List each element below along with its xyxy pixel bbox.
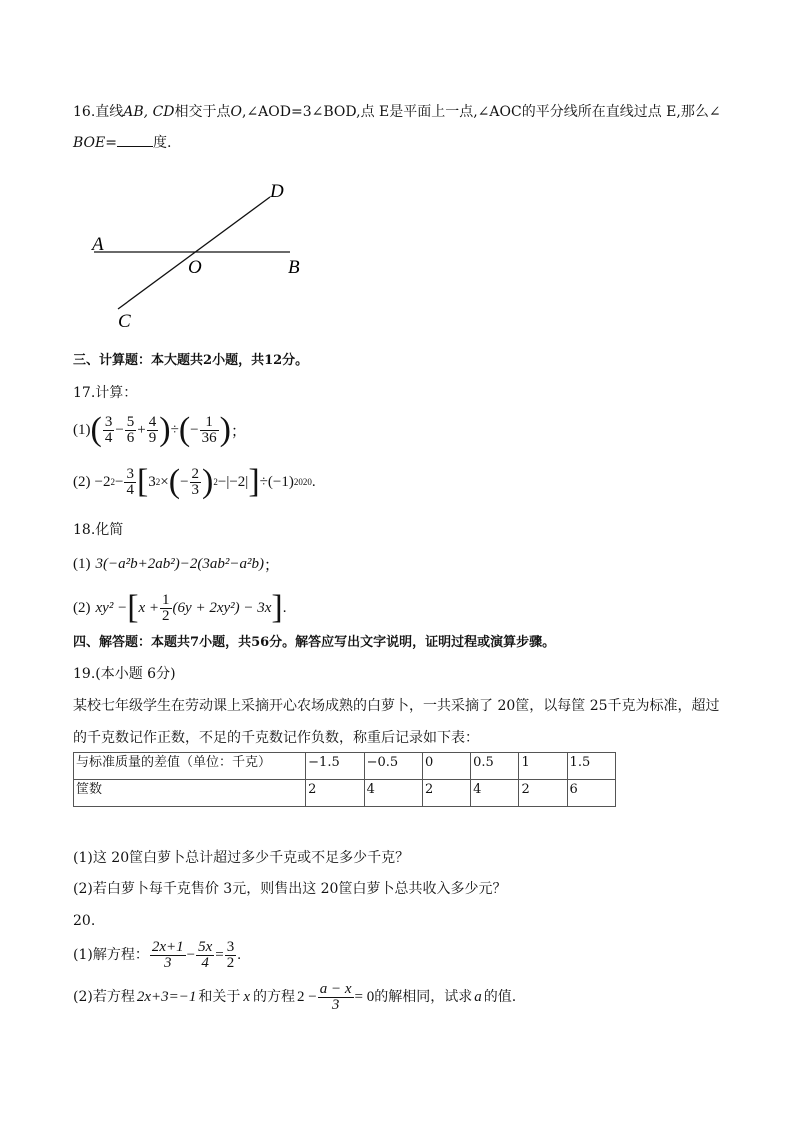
- part-label: (1)解方程：: [73, 947, 149, 963]
- section4-text-post: 分。解答应写出文字说明，证明过程或演算步骤。: [269, 635, 556, 650]
- operator: ×: [160, 473, 169, 490]
- exponent: 2: [155, 477, 161, 487]
- fraction: [196, 940, 214, 971]
- section4-count: 7: [190, 635, 200, 650]
- numerator: 1: [200, 415, 219, 431]
- equation: [149, 940, 241, 971]
- variable: x: [243, 989, 251, 1005]
- operator: −|: [217, 473, 230, 490]
- q17-part2: [73, 456, 316, 508]
- table-cell: 4: [471, 780, 519, 807]
- label-c: C: [118, 311, 131, 332]
- q16-line1: [73, 103, 721, 121]
- table-cell: −1.5: [306, 753, 364, 780]
- section4-score: 56: [251, 635, 270, 650]
- fraction: [150, 940, 186, 971]
- expression: (6y + 2xy²) − 3x: [172, 599, 272, 616]
- section3-text-mid: 小题，共: [212, 353, 265, 368]
- numerator: 2: [191, 465, 200, 482]
- bracket-open: [: [136, 463, 149, 500]
- fraction: [124, 467, 136, 498]
- table-cell: −0.5: [364, 753, 422, 780]
- q19-para1: 某校七年级学生在劳动课上采摘开心农场成熟的白萝卜，一共采摘了 20筐，以每筐 25千克为标准，超过: [73, 698, 720, 714]
- table-header-cell: 与标准质量的差值（单位：千克）: [74, 753, 306, 780]
- q16-figure: [80, 175, 320, 335]
- fraction: [318, 982, 354, 1013]
- table-row: [74, 780, 616, 807]
- q18-part1: [73, 552, 279, 576]
- denominator: 36: [201, 429, 217, 446]
- denominator: 3: [191, 481, 200, 498]
- q19-para2: 的千克数记作正数，不足的千克数记作负数，称重后记录如下表：: [73, 730, 479, 746]
- q16-text: 16.直线: [73, 104, 124, 120]
- text: 和关于: [198, 989, 241, 1005]
- label-b: B: [288, 257, 300, 278]
- table-header-cell: 筐数: [74, 780, 306, 807]
- q17-part1: [73, 406, 246, 454]
- equation: 2x+3=−1: [136, 989, 197, 1005]
- denominator: 3: [331, 996, 340, 1013]
- table-cell: 1: [519, 753, 567, 780]
- label-d: D: [270, 181, 284, 202]
- punctuation: .: [311, 473, 316, 490]
- exponent: 2: [213, 477, 218, 487]
- variable: a: [474, 989, 482, 1005]
- q20-title: 20.: [73, 913, 96, 929]
- numerator: 4: [148, 413, 157, 430]
- denominator: 2: [226, 954, 235, 971]
- denominator: 6: [126, 429, 135, 446]
- answer-blank[interactable]: [117, 134, 153, 147]
- paren-close: ): [219, 411, 231, 448]
- q19-sub1: (1)这 20筐白萝卜总计超过多少千克或不足多少千克？: [73, 850, 410, 866]
- section3-text-post: 分。: [282, 353, 309, 368]
- section3-heading: [73, 352, 308, 370]
- table-cell: 4: [364, 780, 422, 807]
- line-cd: [118, 197, 270, 309]
- q18-part2: [73, 586, 287, 630]
- punctuation: .: [237, 947, 241, 963]
- table-cell: 0: [423, 753, 471, 780]
- operator: |: [245, 473, 249, 490]
- denominator: 4: [104, 429, 113, 446]
- section4-text-mid: 小题，共: [199, 635, 252, 650]
- bracket-close: ]: [248, 463, 260, 500]
- fraction: [103, 415, 115, 446]
- section4-heading: [73, 634, 555, 652]
- q19-sub2: (2)若白萝卜每千克售价 3元，则售出这 20筐白萝卜总共收入多少元？: [73, 881, 507, 897]
- numerator: 3: [226, 938, 235, 955]
- part-label: (2): [73, 599, 91, 616]
- section3-count: 2: [203, 353, 213, 368]
- q20-part1: [73, 934, 241, 976]
- operator: −: [114, 473, 124, 490]
- expression: 3(−a²b+2ab²)−2(3ab²−a²b): [95, 555, 264, 572]
- text: (2)若方程: [73, 989, 135, 1005]
- q16-unit: 度.: [152, 135, 172, 151]
- part-label: (2): [73, 473, 91, 490]
- q17-title: 17.计算：: [73, 385, 138, 401]
- q19-title: 19.(本小题 6分): [73, 666, 176, 682]
- denominator: 9: [148, 429, 157, 446]
- numerator: 2x+1: [151, 938, 184, 955]
- q18-title: 18.化简: [73, 522, 124, 538]
- q16-lines: AB, CD: [123, 104, 175, 120]
- text: 的方程: [253, 989, 296, 1005]
- denominator: 4: [201, 954, 209, 971]
- denominator: 3: [163, 954, 172, 971]
- expression: = 0: [354, 989, 375, 1005]
- fraction: [147, 415, 159, 446]
- q16-point-o: O: [230, 104, 242, 120]
- fraction: [225, 940, 237, 971]
- exponent: 2020: [293, 477, 312, 487]
- denominator: 2: [162, 607, 170, 624]
- punctuation: .: [282, 599, 287, 616]
- exponent: 2: [110, 477, 115, 487]
- table-row: [74, 753, 616, 780]
- expression: 2 −: [297, 989, 317, 1005]
- part-label: (1): [73, 421, 91, 438]
- operator: ÷(−1): [259, 473, 294, 490]
- part-label: (1): [73, 555, 91, 572]
- operator: −2: [94, 473, 111, 490]
- paren-close: ): [202, 463, 214, 500]
- text: 的解相同，试求: [374, 989, 473, 1005]
- denominator: 4: [126, 481, 134, 498]
- bracket-open: [: [127, 589, 139, 626]
- q16-answer-label: BOE=: [73, 135, 117, 151]
- numerator: 5x: [198, 938, 213, 955]
- text: 的值.: [483, 989, 517, 1005]
- operator: −: [115, 421, 124, 438]
- section3-score: 12: [264, 353, 283, 368]
- table-cell: 2: [423, 780, 471, 807]
- bracket-close: ]: [271, 589, 283, 626]
- base: 3: [148, 473, 156, 490]
- section4-text: 四、解答题：本题共: [73, 635, 191, 650]
- q16-text-rest: ,∠AOD=3∠BOD,点 E是平面上一点,∠AOC的平分线所在直线过点 E,那么∠: [242, 104, 721, 120]
- numerator: 3: [126, 465, 134, 482]
- fraction: [190, 467, 202, 498]
- paren-open: (: [178, 411, 191, 448]
- fraction: [160, 593, 172, 624]
- numerator: 3: [104, 413, 113, 430]
- paren-close: ): [159, 411, 171, 448]
- table-cell: 2: [519, 780, 567, 807]
- expression: x +: [138, 599, 160, 616]
- operator: =: [215, 947, 224, 963]
- label-o: O: [188, 257, 202, 278]
- operator: −: [190, 421, 199, 438]
- numerator: 5: [126, 413, 135, 430]
- section3-text: 三、计算题：本大题共: [73, 353, 204, 368]
- fraction: [200, 415, 219, 446]
- operator: ÷: [170, 421, 179, 438]
- abs-value: −2: [229, 473, 246, 490]
- table-cell: 1.5: [567, 753, 615, 780]
- q19-table: [73, 752, 616, 807]
- table-cell: 2: [306, 780, 364, 807]
- table-cell: 6: [567, 780, 615, 807]
- punctuation: ；: [230, 423, 246, 440]
- numerator: a − x: [319, 980, 352, 997]
- numerator: 1: [162, 591, 170, 608]
- q16-text-mid: 相交于点: [174, 104, 231, 120]
- label-a: A: [92, 234, 104, 255]
- expression: xy² −: [95, 599, 128, 616]
- paren-open: (: [90, 411, 102, 448]
- fraction: [125, 415, 137, 446]
- punctuation: ；: [263, 557, 279, 574]
- paren-open: (: [168, 463, 181, 500]
- operator: +: [137, 421, 146, 438]
- q16-line2: [73, 134, 171, 152]
- table-cell: 0.5: [471, 753, 519, 780]
- operator: −: [186, 947, 196, 963]
- q20-part2: [73, 976, 516, 1018]
- operator: −: [180, 473, 189, 490]
